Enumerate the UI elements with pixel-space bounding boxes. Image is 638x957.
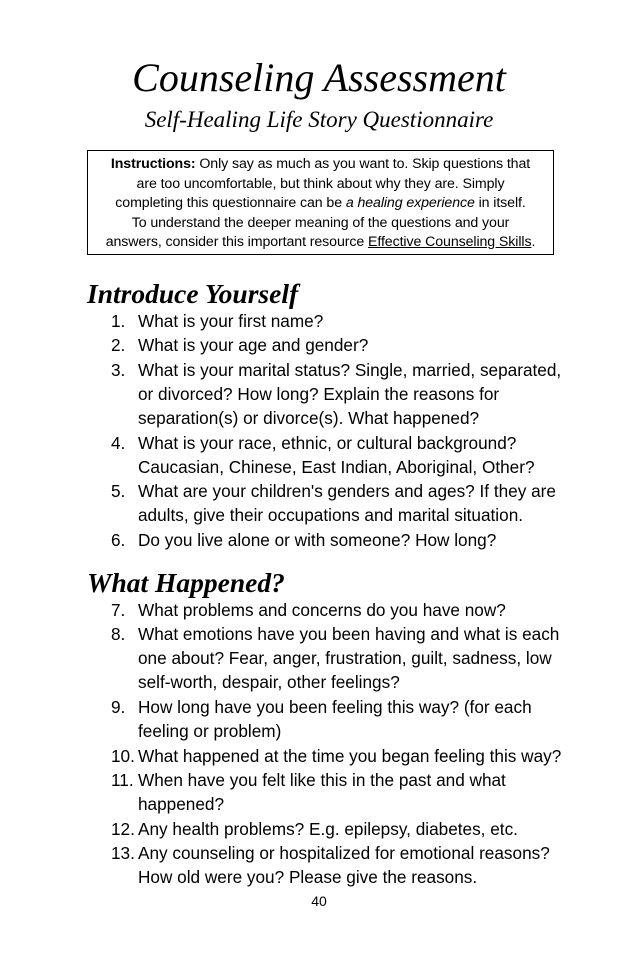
question-text [138, 479, 556, 527]
question-number: 11. [111, 770, 134, 791]
question-number: 2. [111, 335, 126, 356]
instructions-text: answers, consider this important resource [105, 234, 369, 250]
question-text-line: What happened at the time you began feeling this way? [138, 745, 562, 766]
instructions-line-5 [94, 233, 547, 253]
question-number: 8. [111, 624, 126, 645]
section-heading: Introduce Yourself [87, 278, 299, 309]
instructions-line-1 [94, 155, 547, 175]
question-text-line: adults, give their occupations and marital situation. [138, 505, 524, 526]
instructions-box [87, 150, 554, 255]
question-text-line: What is your age and gender? [138, 335, 369, 356]
instructions-text: in itself. [474, 195, 526, 211]
instructions-label: Instructions: [110, 156, 196, 172]
question-text-line: feeling or problem) [138, 721, 282, 742]
question-number: 4. [111, 432, 126, 453]
question-text [138, 333, 368, 357]
question-text [138, 817, 518, 841]
instructions-emphasis: a healing experience [345, 195, 475, 211]
question-text-line: What is your race, ethnic, or cultural background? [138, 432, 517, 453]
question-text [138, 622, 559, 694]
question-text-line: How long have you been feeling this way? (for each [138, 697, 532, 718]
question-text [138, 744, 561, 768]
question-text-line: or divorced? How long? Explain the reasons for [138, 383, 500, 404]
question-text [138, 695, 532, 743]
instructions-line-4: To understand the deeper meaning of the questions and your [131, 214, 510, 231]
question-number: 1. [111, 311, 126, 331]
question-text-line: self-worth, despair, other feelings? [138, 672, 400, 693]
question-number: 9. [111, 697, 126, 718]
page-number: 40 [311, 893, 327, 909]
question-text [138, 358, 561, 430]
question-text [138, 309, 323, 333]
question-number: 6. [111, 529, 126, 550]
question-text-line: What is your first name? [138, 311, 324, 331]
instructions-text: Only say as much as you want to. Skip questions that [195, 156, 531, 172]
question-text-line: What emotions have you been having and what is each [138, 624, 560, 645]
instructions-text: . [531, 234, 536, 250]
page-subtitle: Self-Healing Life Story Questionnaire [144, 107, 494, 132]
question-text [138, 431, 535, 479]
question-number: 5. [111, 481, 126, 502]
instructions-line-2: are too uncomfortable, but think about why they are. Simply [136, 175, 505, 192]
question-text-line: separation(s) or divorce(s). What happened? [138, 407, 480, 428]
page-title: Counseling Assessment [132, 55, 506, 100]
question-text-line: happened? [138, 794, 225, 815]
section-heading: What Happened? [87, 567, 285, 598]
question-text [138, 598, 506, 622]
instructions-text: completing this questionnaire can be [115, 195, 346, 211]
question-text [138, 768, 506, 816]
question-text-line: Any health problems? E.g. epilepsy, diabetes, etc. [138, 818, 518, 839]
question-text-line: What are your children's genders and ages? If they are [138, 481, 556, 502]
question-text [138, 841, 550, 889]
question-number: 10. [111, 745, 135, 766]
question-text-line: How old were you? Please give the reasons. [138, 867, 478, 887]
question-text-line: Any counseling or hospitalized for emotional reasons? [138, 843, 550, 863]
question-text-line: What problems and concerns do you have now? [138, 600, 506, 620]
question-text-line: one about? Fear, anger, frustration, guilt, sadness, low [138, 648, 552, 669]
question-text [138, 528, 496, 552]
question-text-line: Do you live alone or with someone? How long? [138, 529, 497, 550]
question-number: 7. [111, 600, 126, 620]
question-text-line: When have you felt like this in the past and what [138, 770, 506, 791]
question-text-line: What is your marital status? Single, married, separated, [138, 359, 562, 380]
resource-link[interactable]: Effective Counseling Skills [368, 234, 532, 250]
question-number: 3. [111, 359, 126, 380]
question-number: 12. [111, 818, 135, 839]
instructions-line-3 [94, 194, 547, 214]
question-text-line: Caucasian, Chinese, East Indian, Aboriginal, Other? [138, 456, 535, 477]
question-number: 13. [111, 843, 135, 863]
